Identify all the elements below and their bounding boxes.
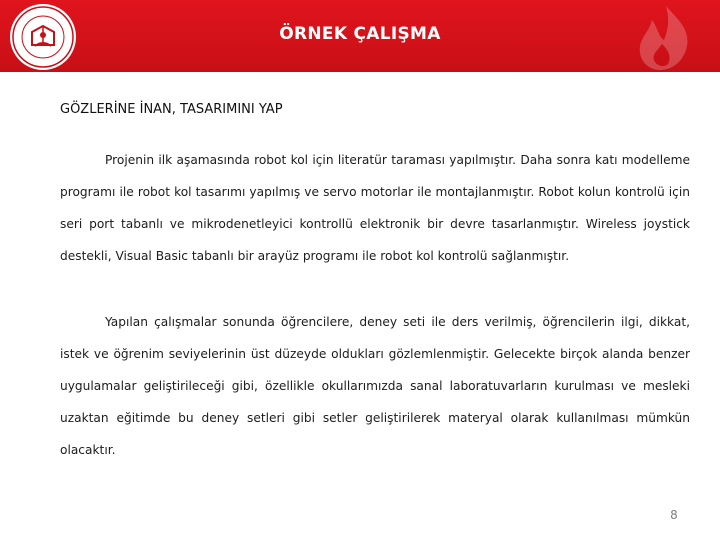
body-paragraph-2: Yapılan çalışmalar sonunda öğrencilere, deney seti ile ders verilmiş, öğrencilerin ilgi, dikkat, istek ve öğrenim seviyelerinin üst düzeyde oldukları gözlemlenmiştir. Gelecekte birçok alanda benzer uygulamalar geliştirileceği gibi, özellikle okullarımızda sanal laboratuvarların kurulması ve mesleki uzaktan eğitimde bu deney setleri gibi setler geliştirilerek materyal olarak kullanılması mümkün olacaktır. — [60, 315, 690, 457]
header-bar — [0, 0, 720, 72]
section-heading: GÖZLERİNE İNAN, TASARIMINI YAP — [60, 102, 283, 117]
body-paragraph-1: Projenin ilk aşamasında robot kol için literatür taraması yapılmıştır. Daha sonra katı modelleme programı ile robot kol tasarımı yapılmış ve servo motorlar ile montajlanmıştır. Robot kolun kontrolü için seri port tabanlı ve mikrodenetleyici kontrollü elektronik bir devre tasarlanmıştır. Wireless joystick destekli, Visual Basic tabanlı bir arayüz programı ile robot kol kontrolü sağlanmıştır. — [60, 153, 690, 263]
page-number: 8 — [670, 508, 678, 522]
page-title: ÖRNEK ÇALIŞMA — [279, 24, 441, 44]
